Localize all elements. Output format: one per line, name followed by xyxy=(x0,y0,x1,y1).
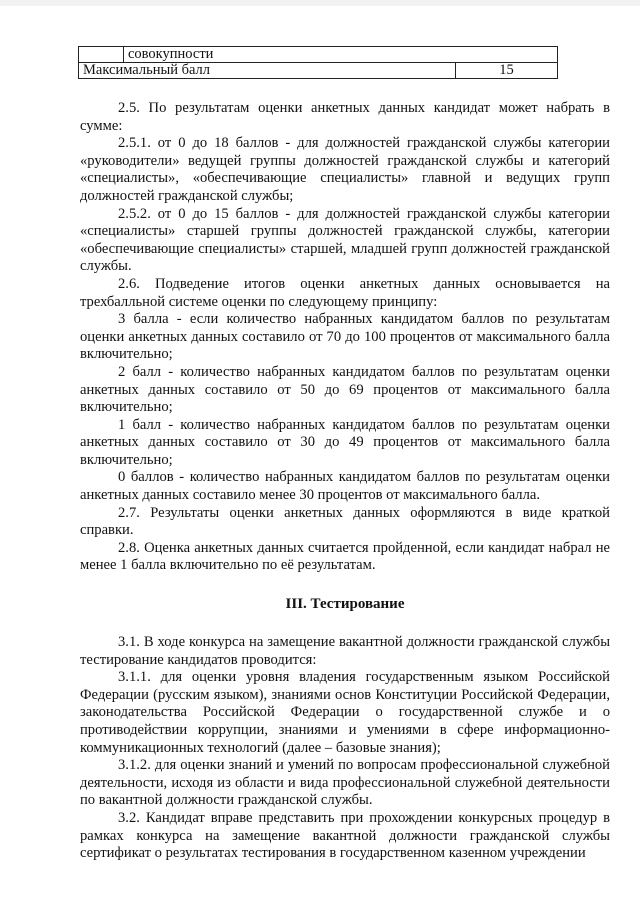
paragraph: 3.1.1. для оценки уровня владения государственным языком Российской Федерации (русским языком), знаниями основ Конституции Российской Федерации, законодательства Российской Федерации о государственной службе и о противодействии коррупции, знаниями и умениями в сфере информационно-коммуникационных технологий (далее – базовые знания); xyxy=(80,669,610,756)
table-row xyxy=(79,63,558,79)
document-body xyxy=(80,100,610,863)
table-cell-value: 15 xyxy=(456,63,558,79)
section-title: III. Тестирование xyxy=(285,596,405,613)
table-cell-empty xyxy=(79,47,124,63)
paragraph: 2 балл - количество набранных кандидатом баллов по результатам оценки анкетных данных составило от 50 до 69 процентов от максимального балла включительно; xyxy=(80,363,610,416)
paragraph: 3.2. Кандидат вправе представить при прохождении конкурсных процедур в рамках конкурса на замещение вакантной должности гражданской службы сертификат о результатах тестирования в государственном казенном учреждении xyxy=(80,809,610,862)
paragraph: 0 баллов - количество набранных кандидатом баллов по результатам оценки анкетных данных составило менее 30 процентов от максимального балла. xyxy=(80,469,610,504)
paragraph: 2.5. По результатам оценки анкетных данных кандидат может набрать в сумме: xyxy=(80,100,610,134)
table-cell-label: совокупности xyxy=(124,47,558,63)
table-cell-label: Максимальный балл xyxy=(79,63,456,79)
paragraph: 2.6. Подведение итогов оценки анкетных данных основывается на трехбалльной системе оценки по следующему принципу: xyxy=(80,275,610,310)
paragraph: 3 балла - если количество набранных кандидатом баллов по результатам оценки анкетных данных составило от 70 до 100 процентов от максимального балла включительно; xyxy=(80,311,610,363)
paragraph: 1 балл - количество набранных кандидатом баллов по результатам оценки анкетных данных составило от 30 до 49 процентов от максимального балла включительно; xyxy=(80,416,610,468)
page-top-edge xyxy=(0,0,640,6)
paragraph: 2.5.1. от 0 до 18 баллов - для должностей гражданской службы категории «руководители» ведущей группы должностей гражданской службы и категорий «специалисты», «обеспечивающие специалисты» главной и ведущих групп должностей гражданской службы; xyxy=(80,135,610,204)
table-row xyxy=(79,47,558,63)
paragraph: 2.7. Результаты оценки анкетных данных оформляются в виде краткой справки. xyxy=(80,504,610,539)
paragraph: 3.1. В ходе конкурса на замещение вакантной должности гражданской службы тестирование кандидатов проводится: xyxy=(80,634,610,668)
paragraph: 3.1.2. для оценки знаний и умений по вопросам профессиональной служебной деятельности, исходя из области и вида профессиональной служебной деятельности по вакантной должности гражданской службы. xyxy=(80,757,610,809)
paragraph: 2.8. Оценка анкетных данных считается пройденной, если кандидат набрал не менее 1 балла включительно по её результатам. xyxy=(80,539,610,574)
score-table xyxy=(78,46,558,79)
paragraph: 2.5.2. от 0 до 15 баллов - для должностей гражданской службы категории «специалисты» старшей группы должностей гражданской службы, категории «обеспечивающие специалисты» старшей, младшей групп должностей гражданской службы. xyxy=(80,205,610,275)
